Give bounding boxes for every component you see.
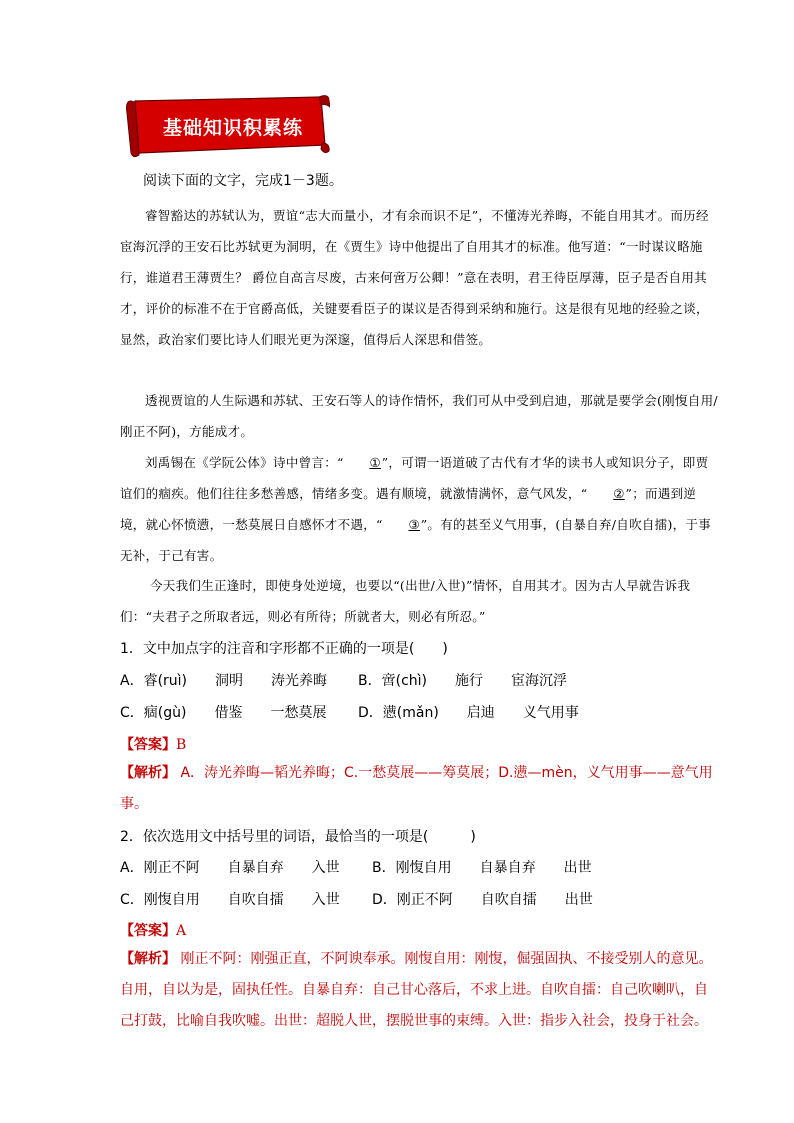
reading-intro: 阅读下面的文字，完成1－3题。 bbox=[143, 173, 343, 189]
question-1-option-c: C．痼(gù) 借鉴 一愁莫展 bbox=[120, 705, 327, 721]
question-1-stem: 1．文中加点字的注音和字形都不正确的一项是( ) bbox=[120, 641, 448, 657]
question-1-option-a: A．睿(ruì) 洞明 涛光养晦 bbox=[120, 673, 328, 689]
question-1-answer: 【答案】B bbox=[120, 737, 187, 753]
section-banner bbox=[125, 93, 330, 159]
blank-1: ① bbox=[369, 455, 381, 470]
blank-2: ② bbox=[613, 486, 625, 501]
passage-paragraph-4: 今天我们生正逢时，即使身处逆境，也要以“(出世/入世)”情怀，自用其才。因为古人早就告诉我们：“夫君子之所取者远，则必有所待；所就者大，则必有所忍。” bbox=[120, 578, 691, 624]
question-1-explanation: 【解析】 A．涛光养晦—韬光养晦；C.一愁莫展——筹莫展；D.懑—mèn，义气用事——意气用事。 bbox=[120, 765, 713, 812]
passage-paragraph-3: 刘禹锡在《学阮公体》诗中曾言：“ ①”，可谓一语道破了古代有才华的读书人或知识分子，即贾谊们的痼疾。他们往往多愁善感，情绪多变。遇有顺境，就激情满怀，意气风发，“ ②”；而遇到逆境，就心怀愤懑，一愁莫展日自感怀才不遇，“ ③”。有的甚至义气用事，(自暴自弃/自吹自擂)，于事无补，于己有害。 bbox=[120, 447, 718, 571]
section-title: 基础知识积累练 bbox=[162, 117, 303, 139]
passage-paragraph-1: 睿智豁达的苏轼认为，贾谊“志大而量小，才有余而识不足”，不懂涛光养晦，不能自用其才。而历经宦海沉浮的王安石比苏轼更为洞明，在《贾生》诗中他提出了自用其才的标准。他写道：“一时谋议略施行，谁道君王薄贾生？ 爵位自高言尽废，古来何啻万公卿！”意在表明，君王待臣厚薄，臣子是否自用其才，评价的标准不在于官爵高低，关键要看臣子的谋议是否得到采纳和施行。这是很有见地的经验之谈，显然，政治家们要比诗人们眼光更为深邃，值得后人深思和借签。 bbox=[120, 208, 709, 347]
question-1-option-d: D．懑(mǎn) 启迪 义气用事 bbox=[358, 705, 579, 721]
blank-3: ③ bbox=[408, 517, 420, 532]
question-2-option-c: C．刚愎自用 自吹自擂 入世 bbox=[120, 892, 340, 908]
question-2-option-d: D．刚正不阿 自吹自擂 出世 bbox=[372, 892, 593, 908]
passage-paragraph-2: 透视贾谊的人生际遇和苏轼、王安石等人的诗作情怀，我们可从中受到启迪，那就是要学会(刚愎自用/刚正不阿)，方能成才。 bbox=[120, 393, 718, 439]
question-2-answer: 【答案】A bbox=[120, 923, 187, 939]
question-2-explanation: 【解析】 刚正不阿：刚强正直，不阿谀奉承。刚愎自用：刚愎，倔强固执、不接受别人的意见。自用，自以为是，固执任性。自暴自弃：自己甘心落后，不求上进。自吹自擂：自己吹喇叭，自己打鼓，比喻自我吹嘘。出世：超脱人世，摆脱世事的束缚。入世：指步入社会，投身于社会。 bbox=[120, 951, 713, 1029]
question-1-option-b: B．啻(chì) 施行 宦海沉浮 bbox=[358, 673, 567, 689]
question-2-stem: 2．依次选用文中括号里的词语，最恰当的一项是( ) bbox=[120, 829, 476, 845]
question-2-option-a: A．刚正不阿 自暴自弃 入世 bbox=[120, 860, 340, 876]
question-2-option-b: B．刚愎自用 自暴自弃 出世 bbox=[372, 860, 592, 876]
